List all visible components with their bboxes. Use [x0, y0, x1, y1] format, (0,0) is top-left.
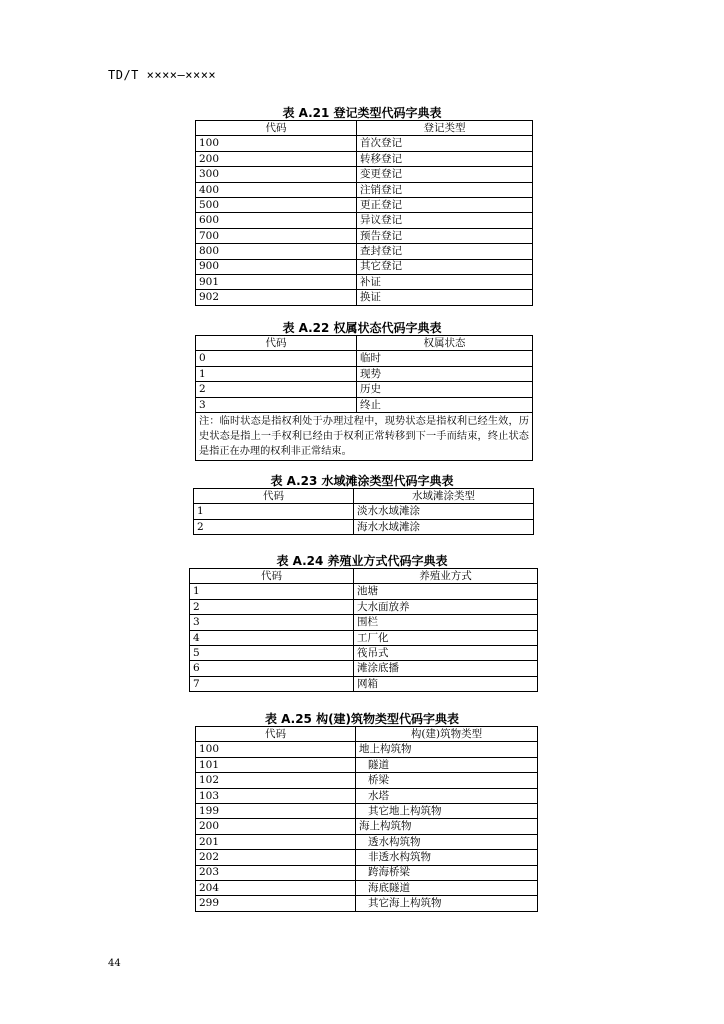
value-cell: 异议登记	[357, 213, 533, 228]
table-row	[196, 742, 538, 757]
table-row	[196, 351, 533, 366]
value-cell: 桥梁	[356, 773, 538, 788]
table-row	[196, 382, 533, 397]
table-row	[194, 504, 534, 519]
table-row	[190, 615, 538, 630]
column-header-code: 代码	[196, 121, 357, 136]
column-header-code: 代码	[196, 336, 357, 351]
code-cell: 100	[196, 742, 356, 757]
value-cell: 地上构筑物	[356, 742, 538, 757]
code-cell: 901	[196, 274, 357, 289]
value-cell: 水塔	[356, 788, 538, 803]
value-cell: 转移登记	[357, 151, 533, 166]
table-row	[196, 290, 533, 305]
code-cell: 202	[196, 850, 356, 865]
value-cell: 滩涂底播	[354, 661, 538, 676]
value-cell: 池塘	[354, 584, 538, 599]
table-row	[196, 151, 533, 166]
value-cell: 海上构筑物	[356, 819, 538, 834]
value-cell: 其它海上构筑物	[356, 896, 538, 911]
document-header: TD/T ××××—××××	[108, 68, 217, 82]
code-cell: 200	[196, 151, 357, 166]
code-cell: 200	[196, 819, 356, 834]
code-cell: 299	[196, 896, 356, 911]
table-row	[196, 182, 533, 197]
table-caption-a21: 表 A.21 登记类型代码字典表	[282, 106, 442, 120]
table-row	[196, 773, 538, 788]
table-row	[190, 630, 538, 645]
value-cell: 透水构筑物	[356, 834, 538, 849]
table-caption-a22: 表 A.22 权属状态代码字典表	[282, 321, 442, 335]
code-cell: 100	[196, 136, 357, 151]
table-row	[196, 865, 538, 880]
value-cell: 大水面放养	[354, 599, 538, 614]
value-cell: 海水水域滩涂	[354, 519, 534, 534]
value-cell: 预告登记	[357, 228, 533, 243]
value-cell: 其它地上构筑物	[356, 803, 538, 818]
column-header-type: 水域滩涂类型	[354, 489, 534, 504]
table-a23	[193, 488, 534, 535]
table-row	[196, 167, 533, 182]
value-cell: 补证	[357, 274, 533, 289]
value-cell: 淡水水域滩涂	[354, 504, 534, 519]
value-cell: 终止	[357, 397, 533, 412]
table-row	[196, 213, 533, 228]
value-cell: 换证	[357, 290, 533, 305]
code-cell: 201	[196, 834, 356, 849]
table-row	[190, 661, 538, 676]
code-cell: 700	[196, 228, 357, 243]
value-cell: 其它登记	[357, 259, 533, 274]
code-cell: 800	[196, 244, 357, 259]
value-cell: 现势	[357, 366, 533, 381]
table-caption-a25: 表 A.25 构(建)筑物类型代码字典表	[264, 712, 460, 726]
table-a24	[189, 568, 538, 692]
code-cell: 902	[196, 290, 357, 305]
code-cell: 6	[190, 661, 354, 676]
code-cell: 500	[196, 197, 357, 212]
code-cell: 101	[196, 757, 356, 772]
table-a21	[195, 120, 533, 306]
table-a22	[195, 335, 533, 461]
table-row	[190, 645, 538, 660]
code-cell: 400	[196, 182, 357, 197]
code-cell: 2	[190, 599, 354, 614]
value-cell: 首次登记	[357, 136, 533, 151]
value-cell: 查封登记	[357, 244, 533, 259]
column-header-type: 构(建)筑物类型	[356, 727, 538, 742]
table-row	[196, 757, 538, 772]
code-cell: 1	[194, 504, 354, 519]
table-row	[196, 803, 538, 818]
table-caption-a23: 表 A.23 水域滩涂类型代码字典表	[270, 474, 454, 488]
table-row	[190, 584, 538, 599]
code-cell: 1	[196, 366, 357, 381]
value-cell: 海底隧道	[356, 880, 538, 895]
column-header-status: 权属状态	[357, 336, 533, 351]
column-header-type: 登记类型	[357, 121, 533, 136]
table-row	[196, 366, 533, 381]
table-row	[196, 136, 533, 151]
table-row	[196, 244, 533, 259]
column-header-code: 代码	[196, 727, 356, 742]
code-cell: 7	[190, 676, 354, 691]
table-caption-a24: 表 A.24 养殖业方式代码字典表	[276, 554, 448, 568]
table-row	[190, 599, 538, 614]
code-cell: 203	[196, 865, 356, 880]
table-row	[196, 834, 538, 849]
value-cell: 隧道	[356, 757, 538, 772]
table-row	[196, 397, 533, 412]
value-cell: 工厂化	[354, 630, 538, 645]
table-row	[194, 519, 534, 534]
code-cell: 900	[196, 259, 357, 274]
table-row	[196, 880, 538, 895]
page-number: 44	[108, 958, 121, 969]
code-cell: 2	[196, 382, 357, 397]
column-header-code: 代码	[194, 489, 354, 504]
value-cell: 更正登记	[357, 197, 533, 212]
code-cell: 600	[196, 213, 357, 228]
value-cell: 注销登记	[357, 182, 533, 197]
table-row	[196, 259, 533, 274]
column-header-method: 养殖业方式	[354, 569, 538, 584]
code-cell: 5	[190, 645, 354, 660]
value-cell: 跨海桥梁	[356, 865, 538, 880]
table-row	[196, 850, 538, 865]
table-row	[196, 788, 538, 803]
table-row	[196, 274, 533, 289]
column-header-code: 代码	[190, 569, 354, 584]
code-cell: 199	[196, 803, 356, 818]
value-cell: 筏吊式	[354, 645, 538, 660]
code-cell: 1	[190, 584, 354, 599]
table-a25	[195, 726, 538, 912]
code-cell: 2	[194, 519, 354, 534]
code-cell: 4	[190, 630, 354, 645]
table-row	[190, 676, 538, 691]
table-note: 注：临时状态是指权利处于办理过程中，现势状态是指权利已经生效，历史状态是指上一手权利已经由于权利正常转移到下一手而结束，终止状态是指正在办理的权利非正常结束。	[196, 412, 533, 460]
code-cell: 3	[190, 615, 354, 630]
value-cell: 临时	[357, 351, 533, 366]
code-cell: 3	[196, 397, 357, 412]
code-cell: 103	[196, 788, 356, 803]
table-row	[196, 228, 533, 243]
value-cell: 围栏	[354, 615, 538, 630]
table-row	[196, 896, 538, 911]
table-row	[196, 197, 533, 212]
value-cell: 非透水构筑物	[356, 850, 538, 865]
value-cell: 历史	[357, 382, 533, 397]
value-cell: 变更登记	[357, 167, 533, 182]
code-cell: 204	[196, 880, 356, 895]
code-cell: 102	[196, 773, 356, 788]
table-row	[196, 819, 538, 834]
value-cell: 网箱	[354, 676, 538, 691]
code-cell: 300	[196, 167, 357, 182]
code-cell: 0	[196, 351, 357, 366]
